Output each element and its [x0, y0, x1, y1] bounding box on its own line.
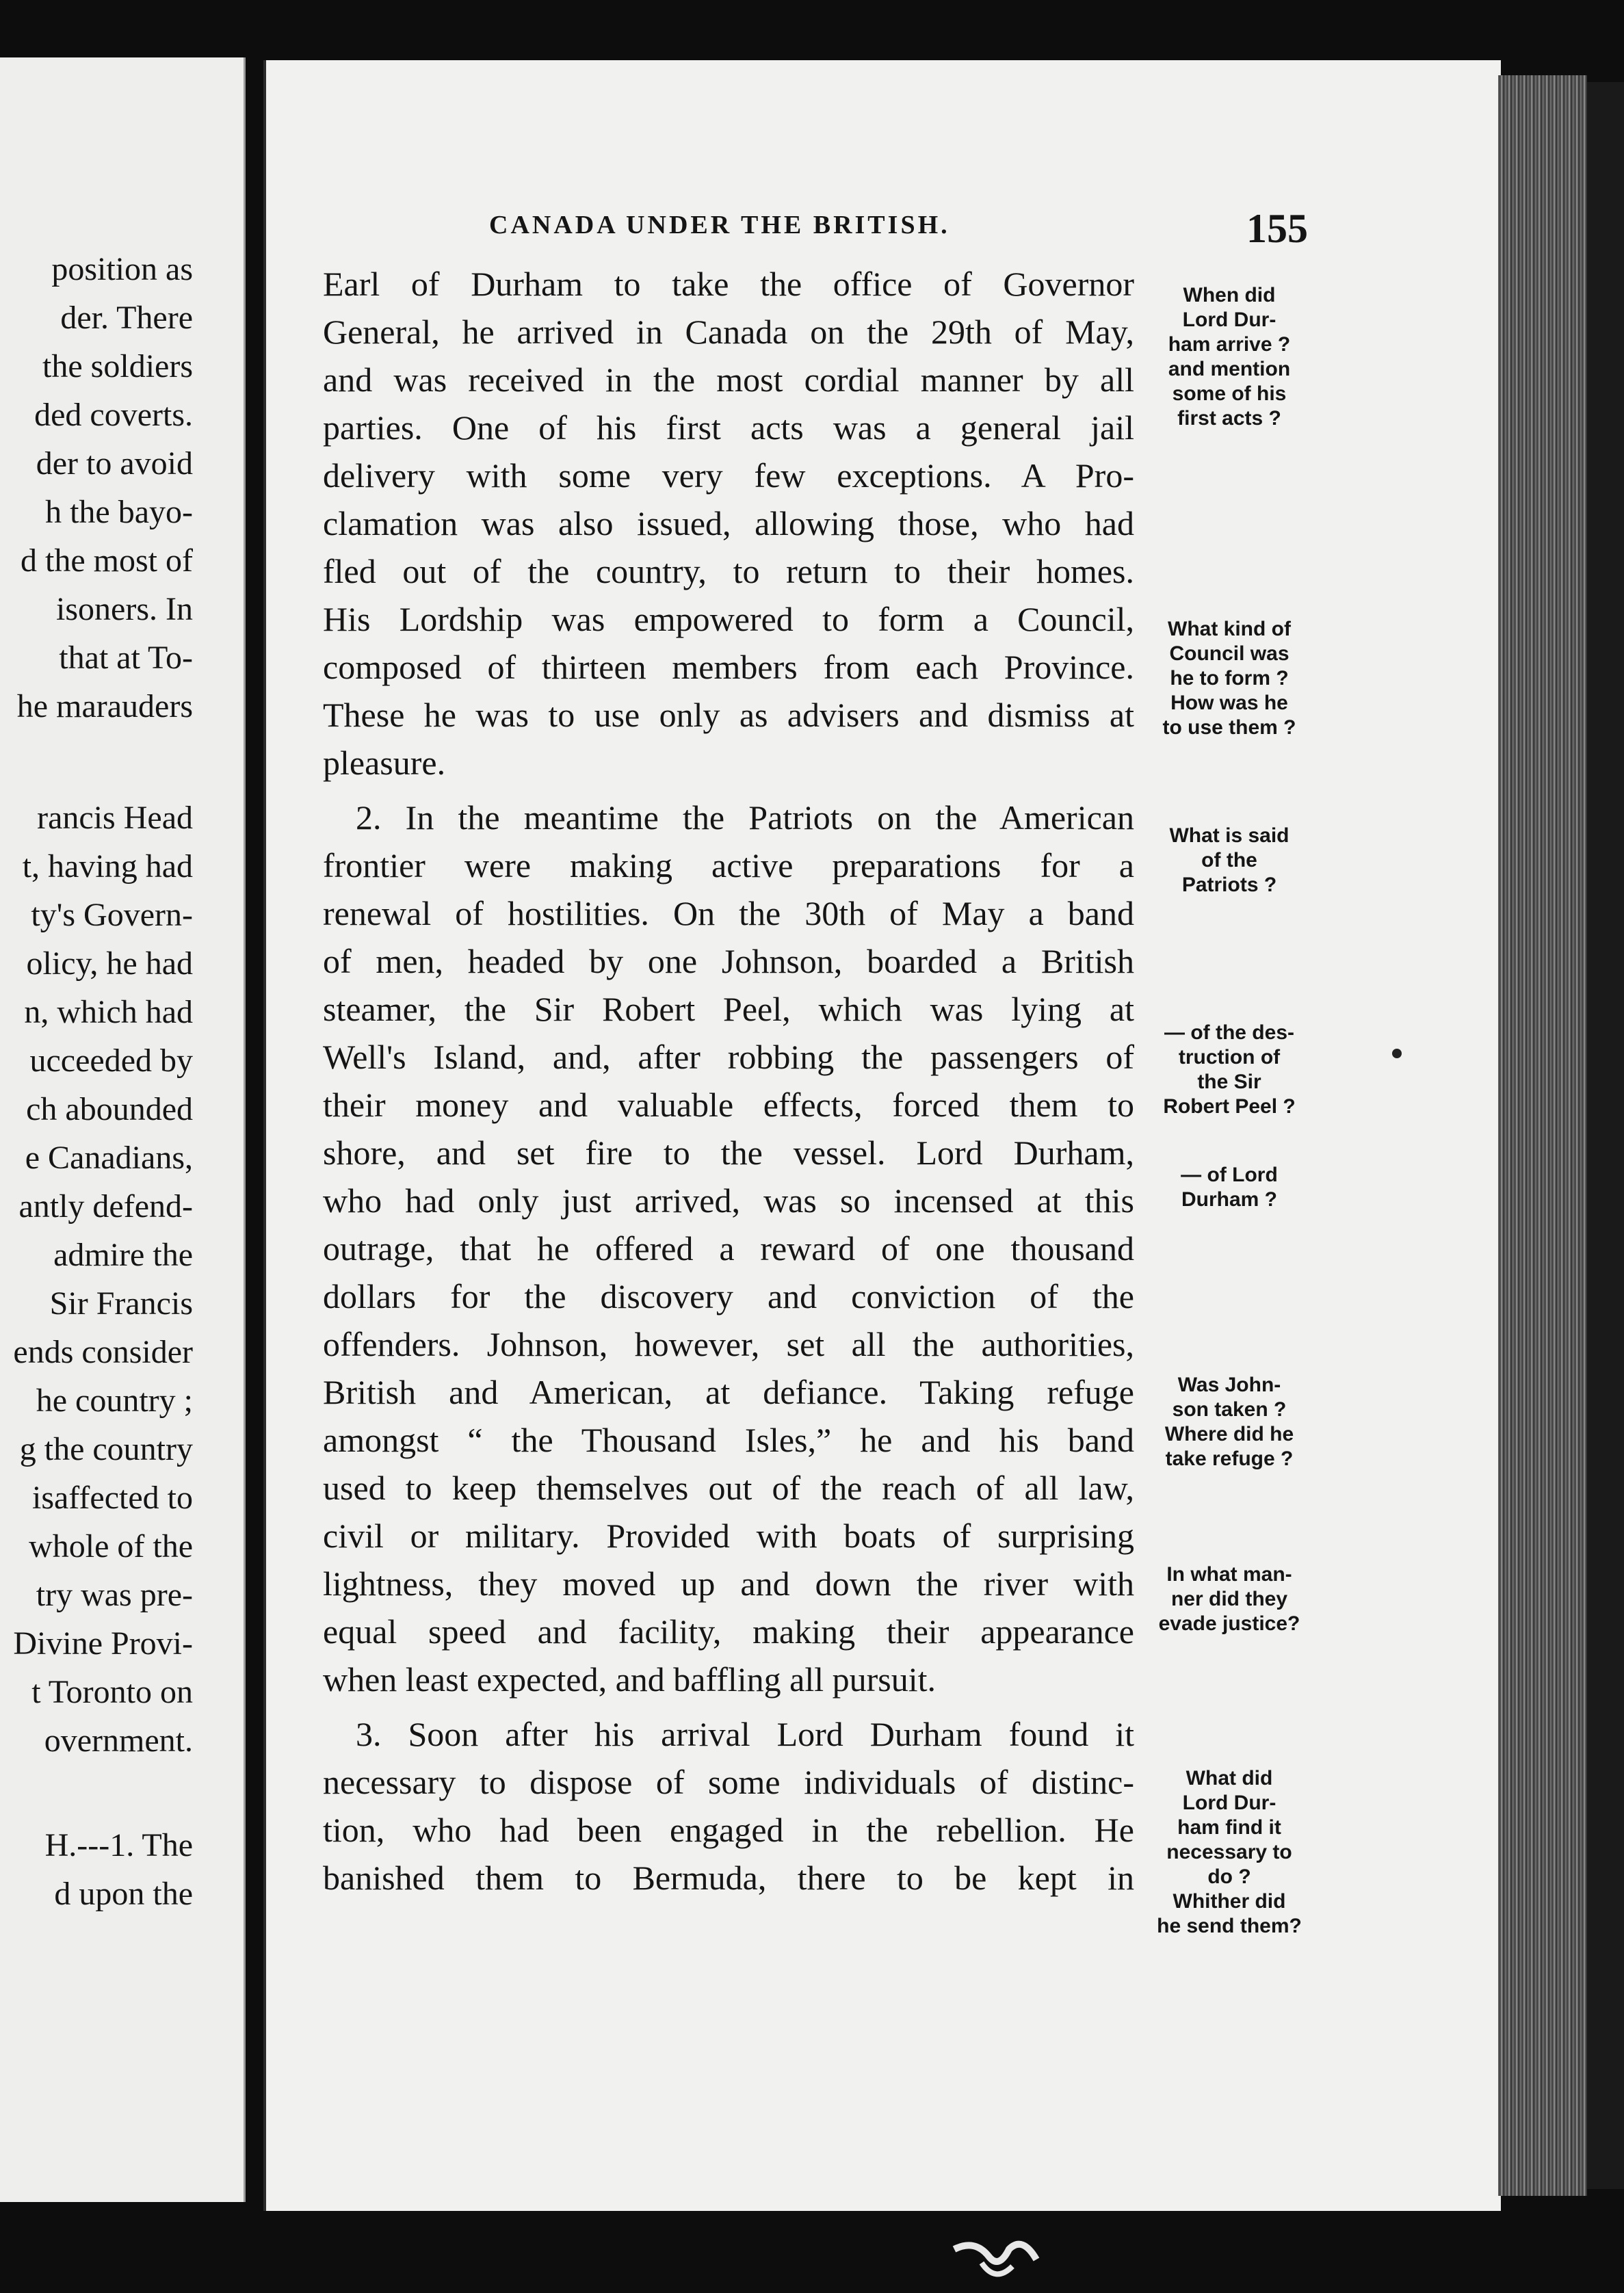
margin-note-line: Robert Peel ?	[1163, 1095, 1296, 1118]
margin-note	[1144, 1766, 1315, 1939]
body-line: Earl of Durham to take the office of Governor	[323, 265, 1134, 303]
left-page-line: rancis Head	[37, 800, 193, 836]
margin-note-line: ner did they	[1170, 1588, 1288, 1610]
margin-note-line: — of Lord	[1181, 1164, 1278, 1186]
left-page-line: he country ;	[36, 1383, 193, 1419]
margin-note-line: take refuge ?	[1165, 1447, 1294, 1470]
body-line: pleasure.	[323, 744, 446, 782]
body-line: their money and valuable effects, forced them to	[323, 1086, 1134, 1124]
margin-note	[1144, 1562, 1315, 1636]
left-page-line: ty's Govern-	[31, 897, 193, 933]
left-page-line: the soldiers	[42, 348, 193, 384]
body-line: amongst “ the Thousand Isles,” he and his band	[323, 1421, 1134, 1459]
margin-note-line: Lord Dur-	[1182, 1792, 1276, 1814]
margin-note-line: do ?	[1207, 1865, 1251, 1888]
body-line: of men, headed by one Johnson, boarded a British	[323, 942, 1134, 980]
body-line: Well's Island, and, after robbing the passengers of	[323, 1038, 1134, 1076]
margin-note-line: Council was	[1169, 642, 1289, 665]
ink-spot	[1392, 1049, 1402, 1058]
body-line: parties. One of his first acts was a general jail	[323, 408, 1134, 447]
left-page-line: d the most of	[21, 542, 193, 579]
left-page-line: try was pre-	[36, 1577, 193, 1613]
margin-note-line: Whither did	[1173, 1890, 1286, 1913]
left-page-line: whole of the	[29, 1528, 193, 1564]
margin-note	[1144, 617, 1315, 740]
margin-note-line: son taken ?	[1172, 1398, 1287, 1421]
margin-note-line: he to form ?	[1170, 667, 1289, 690]
left-page-line: antly defend-	[18, 1188, 193, 1224]
left-page-line: that at To-	[59, 640, 193, 676]
margin-note-line: In what man-	[1166, 1563, 1292, 1586]
margin-note-line: some of his	[1172, 382, 1287, 405]
body-line: steamer, the Sir Robert Peel, which was lying at	[323, 990, 1134, 1028]
margin-note	[1144, 824, 1315, 897]
left-page-line: h the bayo-	[45, 494, 193, 530]
left-page-line: t Toronto on	[31, 1674, 193, 1710]
left-page-line: isoners. In	[56, 591, 193, 627]
body-line: equal speed and facility, making their appearance	[323, 1612, 1134, 1651]
body-line: delivery with some very few exceptions. A Pro-	[323, 456, 1134, 495]
left-page-line: d upon the	[54, 1876, 193, 1912]
body-line: General, he arrived in Canada on the 29th of May,	[323, 313, 1134, 351]
body-line: British and American, at defiance. Taking refuge	[323, 1373, 1134, 1411]
body-line: and was received in the most cordial manner by all	[323, 361, 1134, 399]
body-line: 2. In the meantime the Patriots on the American	[356, 798, 1134, 837]
left-page-line: ends consider	[13, 1334, 193, 1370]
binding-mark	[947, 2236, 1043, 2283]
left-page-line: position as	[51, 251, 193, 287]
left-page-line: t, having had	[22, 848, 193, 885]
body-line: who had only just arrived, was so incensed at this	[323, 1181, 1134, 1220]
margin-note-line: Patriots ?	[1181, 874, 1277, 896]
margin-note-line: ham arrive ?	[1168, 333, 1291, 356]
body-line: 3. Soon after his arrival Lord Durham found it	[356, 1715, 1134, 1753]
body-line: civil or military. Provided with boats of surprising	[323, 1517, 1134, 1555]
margin-note	[1144, 1021, 1315, 1119]
left-page-line: ch abounded	[26, 1091, 193, 1127]
body-line: shore, and set fire to the vessel. Lord Durham,	[323, 1134, 1134, 1172]
margin-note-line: of the	[1201, 849, 1257, 872]
body-line: clamation was also issued, allowing those, who had	[323, 504, 1134, 542]
left-page-line: overnment.	[44, 1722, 193, 1759]
margin-note-line: the Sir	[1197, 1071, 1261, 1093]
left-page-line: der to avoid	[36, 445, 193, 482]
margin-note-line: Lord Dur-	[1182, 309, 1276, 331]
margin-note-line: first acts ?	[1177, 407, 1281, 430]
left-page-line: isaffected to	[31, 1480, 193, 1516]
left-page-line: admire the	[53, 1237, 193, 1273]
body-line: lightness, they moved up and down the river with	[323, 1564, 1134, 1603]
body-line: tion, who had been engaged in the rebellion. He	[323, 1811, 1134, 1849]
left-page-line: Sir Francis	[49, 1285, 193, 1322]
body-line: when least expected, and baffling all pursuit.	[323, 1660, 937, 1699]
body-line: outrage, that he offered a reward of one thousand	[323, 1229, 1134, 1268]
body-line: necessary to dispose of some individuals of distinc-	[323, 1763, 1134, 1801]
left-page-line: ded coverts.	[34, 397, 193, 433]
margin-note-line: Durham ?	[1181, 1188, 1277, 1211]
margin-note	[1144, 283, 1315, 431]
body-line: composed of thirteen members from each Province.	[323, 648, 1134, 686]
left-page-line: e Canadians,	[25, 1140, 193, 1176]
margin-note-line: and mention	[1168, 358, 1291, 380]
margin-note	[1144, 1373, 1315, 1471]
margin-note-line: truction of	[1178, 1046, 1281, 1069]
left-page-line: he marauders	[16, 688, 193, 724]
left-page-line: n, which had	[24, 994, 193, 1030]
body-line: fled out of the country, to return to their homes.	[323, 552, 1134, 590]
left-page-line: olicy, he had	[26, 945, 193, 982]
body-line: used to keep themselves out of the reach of all law,	[323, 1469, 1134, 1507]
margin-note-line: necessary to	[1166, 1841, 1292, 1863]
left-page-line: g the country	[19, 1431, 193, 1467]
left-page-line: der. There	[60, 300, 193, 336]
margin-note-line: When did	[1183, 284, 1276, 306]
margin-note-line: ham find it	[1177, 1816, 1281, 1839]
book-spine-shadow	[1587, 82, 1624, 2189]
margin-note-line: he send them?	[1157, 1915, 1302, 1937]
margin-note-line: Was John-	[1177, 1374, 1281, 1396]
body-line: renewal of hostilities. On the 30th of May a band	[323, 894, 1134, 932]
left-page-line: ucceeded by	[29, 1043, 193, 1079]
body-line: banished them to Bermuda, there to be kept in	[323, 1859, 1134, 1897]
margin-note	[1144, 1163, 1315, 1212]
left-page-line: Divine Provi-	[13, 1625, 193, 1662]
margin-note-line: What kind of	[1168, 618, 1291, 640]
body-line: dollars for the discovery and conviction of the	[323, 1277, 1134, 1315]
margin-note-line: What is said	[1169, 824, 1289, 847]
running-head: CANADA UNDER THE BRITISH.	[489, 211, 950, 239]
margin-note-line: How was he	[1170, 692, 1288, 714]
body-line: frontier were making active preparations for a	[323, 846, 1134, 885]
margin-note-line: evade justice?	[1158, 1612, 1300, 1635]
book-page-edges	[1498, 75, 1587, 2196]
margin-note-line: What did	[1186, 1767, 1273, 1790]
body-line: His Lordship was empowered to form a Council,	[323, 600, 1134, 638]
margin-note-line: Where did he	[1164, 1423, 1294, 1445]
body-line: offenders. Johnson, however, set all the authorities,	[323, 1325, 1134, 1363]
page-number: 155	[1246, 206, 1308, 251]
margin-note-line: — of the des-	[1164, 1021, 1294, 1044]
margin-note-line: to use them ?	[1162, 716, 1296, 739]
body-line: These he was to use only as advisers and dismiss at	[323, 696, 1134, 734]
left-facing-page	[0, 57, 246, 2202]
left-page-line: H.---1. The	[44, 1827, 193, 1863]
